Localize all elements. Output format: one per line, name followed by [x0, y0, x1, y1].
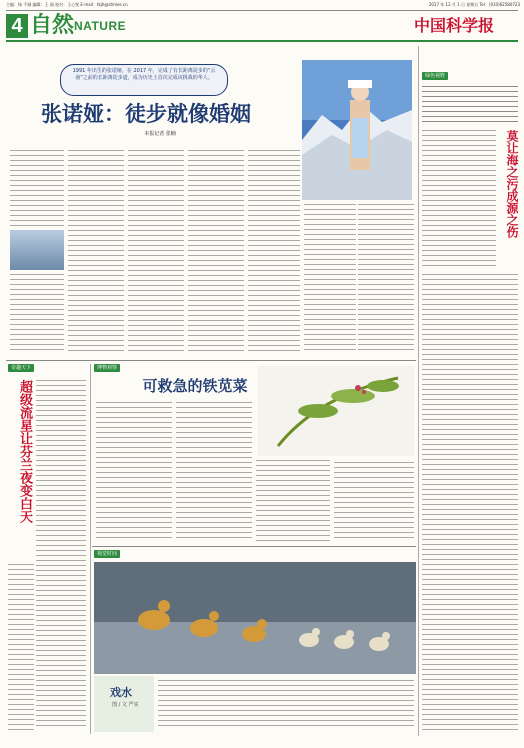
lead-text-col3: [128, 150, 184, 352]
mid-rule: [6, 360, 416, 361]
bottom-rule: [92, 546, 416, 547]
date-line: 2017 年 12 月 1 日 星期五 Tel：(010)62580723: [428, 2, 520, 7]
lead-intro: 1991 年出生的张诺娅，在 2017 年，完成了有长距离徒步的“云南”之前的长距离徒步道，成为历史上首次完成该挑战的华人。: [60, 64, 228, 96]
right-intro-text: [422, 86, 518, 126]
right-text-a: [422, 130, 496, 270]
lead-text-col6: [304, 204, 356, 352]
left-lower-tag: 奇趣天下: [8, 364, 34, 372]
lead-text-col1a: [10, 150, 64, 228]
header-rule: [6, 10, 518, 11]
middle-text-d: [334, 462, 414, 542]
section-rule: [6, 40, 518, 42]
left-lower-divider: [90, 364, 91, 734]
right-text-b: [422, 274, 518, 734]
middle-text-b: [176, 402, 252, 542]
lead-text-col2: [68, 150, 124, 352]
photo-credit: 图 / 文 严实: [112, 702, 139, 708]
masthead: 中国科学报: [414, 16, 495, 35]
lead-text-col5: [248, 150, 300, 352]
plant-photo: [258, 366, 414, 456]
middle-text-a: [96, 402, 172, 542]
hiker-photo: [302, 60, 412, 200]
hiking-photo-small: [10, 230, 64, 270]
lead-text-col1b: [10, 274, 64, 352]
right-headline: 莫让海之污成源之伤: [505, 130, 519, 238]
caption-title: 戏水: [110, 686, 132, 699]
left-lower-headline: 超级流星让芬兰夜变白天: [17, 380, 32, 523]
lead-byline: 本报记者 张楠: [144, 131, 176, 137]
lead-text-col4: [188, 150, 244, 352]
left-lower-text-a: [36, 380, 86, 730]
ducklings-photo: [94, 562, 416, 674]
right-column-divider: [418, 46, 419, 736]
lead-text-col7: [358, 204, 414, 352]
editor-line: 主编：杨 千城 编辑：王 丽 校对：王心悦 E-mail：tkjh@stimes.cn: [6, 2, 128, 7]
caption-text: [158, 680, 414, 730]
bottom-tag: 视觉时间: [94, 550, 120, 558]
left-lower-text-b: [8, 564, 34, 730]
middle-lower-tag: 博物观察: [94, 364, 120, 372]
page-number: 4: [6, 14, 28, 38]
middle-lower-headline: 可救急的铁苋菜: [142, 377, 248, 395]
lead-headline: 张诺娅：徒步就像婚姻: [41, 102, 251, 126]
middle-text-c: [256, 460, 330, 542]
section-title: 自然: [30, 13, 75, 38]
right-section-tag: 绿色视野: [422, 72, 448, 80]
section-subtitle: NATURE: [74, 19, 127, 33]
